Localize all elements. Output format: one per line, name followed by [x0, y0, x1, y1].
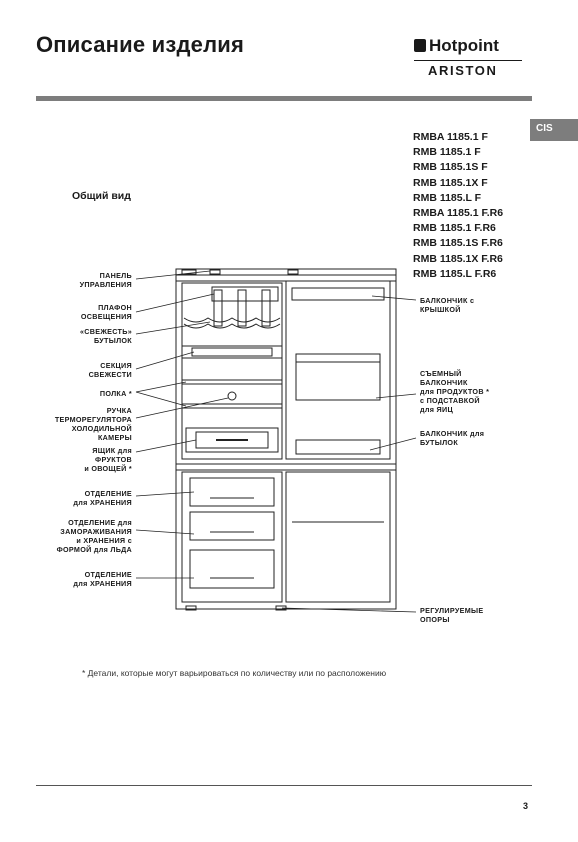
model-item: RMB 1185.L F	[413, 191, 482, 204]
fresh-section-cover	[192, 348, 272, 356]
leader-line	[136, 492, 194, 496]
freezer-door	[286, 472, 390, 602]
overview-heading: Общий вид	[72, 190, 131, 202]
control-knob	[288, 270, 298, 274]
label-lamp: ПЛАФОН ОСВЕЩЕНИЯ	[80, 303, 132, 321]
model-item: RMB 1185.1X F	[413, 176, 488, 189]
label-fresh-section: СЕКЦИЯ СВЕЖЕСТИ	[88, 361, 132, 379]
model-item: RMB 1185.1 F.R6	[413, 222, 496, 235]
model-item: RMB 1185.1X F.R6	[413, 252, 503, 265]
language-tab[interactable]: CIS	[530, 119, 578, 141]
fridge-compartment	[182, 283, 282, 459]
thermostat-knob	[228, 392, 236, 400]
label-storage-1: ОТДЕЛЕНИЕ для ХРАНЕНИЯ	[73, 489, 132, 507]
rack-post	[214, 290, 222, 326]
freezer-compartment	[182, 472, 282, 602]
freezer-drawer	[190, 550, 274, 588]
page-title: Описание изделия	[36, 32, 245, 57]
label-lid-balcony: БАЛКОНЧИК с КРЫШКОЙ	[420, 296, 475, 314]
model-item: RMBA 1185.1 F.R6	[413, 207, 504, 220]
label-crisper: ЯЩИК для ФРУКТОВ и ОВОЩЕЙ *	[84, 446, 132, 473]
leader-line	[136, 294, 214, 312]
door-balcony-bottles	[296, 440, 380, 454]
label-bottle-balcony: БАЛКОНЧИК для БУТЫЛОК	[420, 429, 485, 447]
leader-line	[136, 530, 194, 534]
leader-line	[136, 392, 186, 406]
label-storage-2: ОТДЕЛЕНИЕ для ХРАНЕНИЯ	[73, 570, 132, 588]
leader-line	[136, 440, 196, 452]
label-egg-balcony: СЪЕМНЫЙ БАЛКОНЧИК для ПРОДУКТОВ * с ПОДСТАВКОЙ для ЯИЦ	[420, 369, 490, 414]
model-item: RMB 1185.1S F	[413, 161, 488, 174]
fridge-door	[286, 281, 390, 459]
label-thermostat: РУЧКА ТЕРМОРЕГУЛЯТОРА ХОЛОДИЛЬНОЙ КАМЕРЫ	[54, 406, 132, 442]
page-number: 3	[523, 801, 529, 811]
footer-divider	[36, 785, 532, 786]
model-item: RMB 1185.1 F	[413, 146, 481, 159]
rack-post	[238, 290, 246, 326]
brand-sub: ARISTON	[428, 63, 498, 78]
bottle-rack	[184, 318, 280, 322]
model-item: RMB 1185.L F.R6	[413, 267, 497, 280]
label-bottle-freshness: «СВЕЖЕСТЬ» БУТЫЛОК	[79, 327, 132, 345]
freezer-drawer	[190, 478, 274, 506]
model-item: RMB 1185.1S F.R6	[413, 237, 503, 250]
door-balcony-eggs	[296, 354, 380, 400]
leader-line	[372, 296, 416, 300]
leader-line	[136, 382, 186, 392]
leader-line	[136, 352, 194, 369]
label-shelf: ПОЛКА *	[99, 389, 132, 398]
rack-post	[262, 290, 270, 326]
model-item: RMBA 1185.1 F	[413, 131, 488, 143]
control-knob	[210, 270, 220, 274]
label-feet: РЕГУЛИРУЕМЫЕ ОПОРЫ	[420, 606, 484, 624]
footnote: * Детали, которые могут варьироваться по количеству или по расположению	[82, 668, 387, 678]
label-control-panel: ПАНЕЛЬ УПРАВЛЕНИЯ	[79, 271, 132, 289]
freezer-drawer	[190, 512, 274, 540]
label-freezing: ОТДЕЛЕНИЕ для ЗАМОРАЖИВАНИЯ и ХРАНЕНИЯ с ФОРМОЙ для ЛЬДА	[56, 518, 132, 554]
brand-text: Hotpoint	[429, 36, 499, 55]
door-balcony-lid	[292, 288, 384, 300]
